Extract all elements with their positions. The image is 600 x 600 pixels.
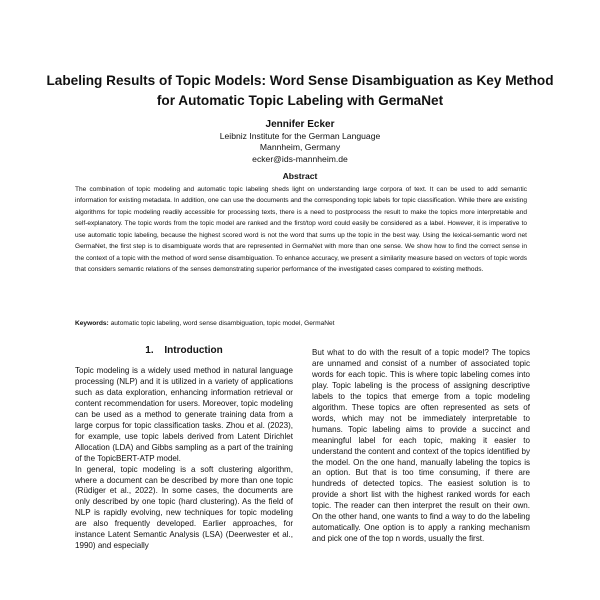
intro-paragraph-1: Topic modeling is a widely used method in natural language processing (NLP) and it is utilized in a variety of applications such as data exploration, enhancing information retrieval or content recommendation for users. Moreover, topic modeling can be used as a method to generate training data from a large corpus for topic classification tasks. Zhou et al. (2023), for example, use topic labels derived from Latent Dirichlet Allocation (LDA) and Gibbs sampling as a part of the training of the TopicBERT-ATP model. [75, 366, 293, 463]
section-title: Introduction [164, 345, 223, 356]
affiliation-location: Mannheim, Germany [259, 142, 341, 153]
section-heading-introduction [75, 344, 293, 358]
keywords-label: Keywords: [75, 320, 109, 327]
author-block [100, 118, 500, 165]
keywords-line [75, 319, 527, 329]
keywords-text: automatic topic labeling, word sense disambiguation, topic model, GermaNet [110, 320, 335, 327]
abstract-text: The combination of topic modeling and automatic topic labeling sheds light on understanding large corpora of text. It can be used to add semantic information for existing metadata. In addition, one can use the documents and the corresponding topic labels for topic classification. While there are existing algorithms for topic modeling readily accessible for processing texts, there is a need to postprocess the result to make the topics more interpretable and self-explanatory. The topic words from the topic model are ranked and the first/top word could easily be considered as a label. However, it is imperative to use automatic topic labeling, because the highest scored word is not the word that sums up the topic in the best way. Using the lexical-semantic word net GermaNet, the first step is to disambiguate words that are represented in GermaNet with more than one sense. We show how to find the correct sense in the context of a topic with the method of word sense disambiguation. To enhance accuracy, we present a similarity measure based on vectors of topic words that considers semantic relations of the senses demonstrating superior performance of the investigated cases compared to existing methods. [75, 186, 527, 274]
author-email[interactable]: ecker@ids-mannheim.de [252, 153, 348, 164]
abstract-heading: Abstract [282, 171, 318, 181]
section-number: 1. [145, 345, 154, 356]
left-column [75, 340, 293, 552]
affiliation-institute: Leibniz Institute for the German Language [219, 131, 381, 141]
author-name: Jennifer Ecker [265, 119, 335, 130]
right-paragraph-1: But what to do with the result of a topic model? The topics are unnamed and consist of a number of associated topic words for each topic. This is where topic labeling comes into play. Topic labeling is the process of assigning descriptive labels to the topics that emerge from a topic modeling algorithm. These topics are often represented as sets of words, which may not be immediately interpretable to humans. Topic labeling aims to provide a succinct and meaningful label for each topic, making it easier to understand the content and context of the topics identified by the model. On the one hand, manually labeling the topics is an option. But that is too time consuming, if there are hundreds of detected topics. The easiest solution is to provide a short list with the highest ranked words for each topic. The reader can then interpret the result on their own. On the other hand, one wants to find a way to do the labeling automatically. One option is to apply a ranking mechanism and pick one of the top n words, usually the first. [312, 348, 530, 544]
paper-title: Labeling Results of Topic Models: Word Sense Disambiguation as Key Method for Automatic Topic Labeling with GermaNet [46, 73, 554, 108]
right-column [312, 348, 530, 545]
intro-paragraph-2: In general, topic modeling is a soft clustering algorithm, where a document can be described by more than one topic (Rüdiger et al., 2022). In some cases, the documents are only described by one topic (hard clustering). As the field of NLP is rapidly evolving, new techniques for topic modeling are also frequently developed. Earlier approaches, for instance Latent Semantic Analysis (LSA) (Deerwester et al., 1990) and especially [75, 464, 293, 551]
